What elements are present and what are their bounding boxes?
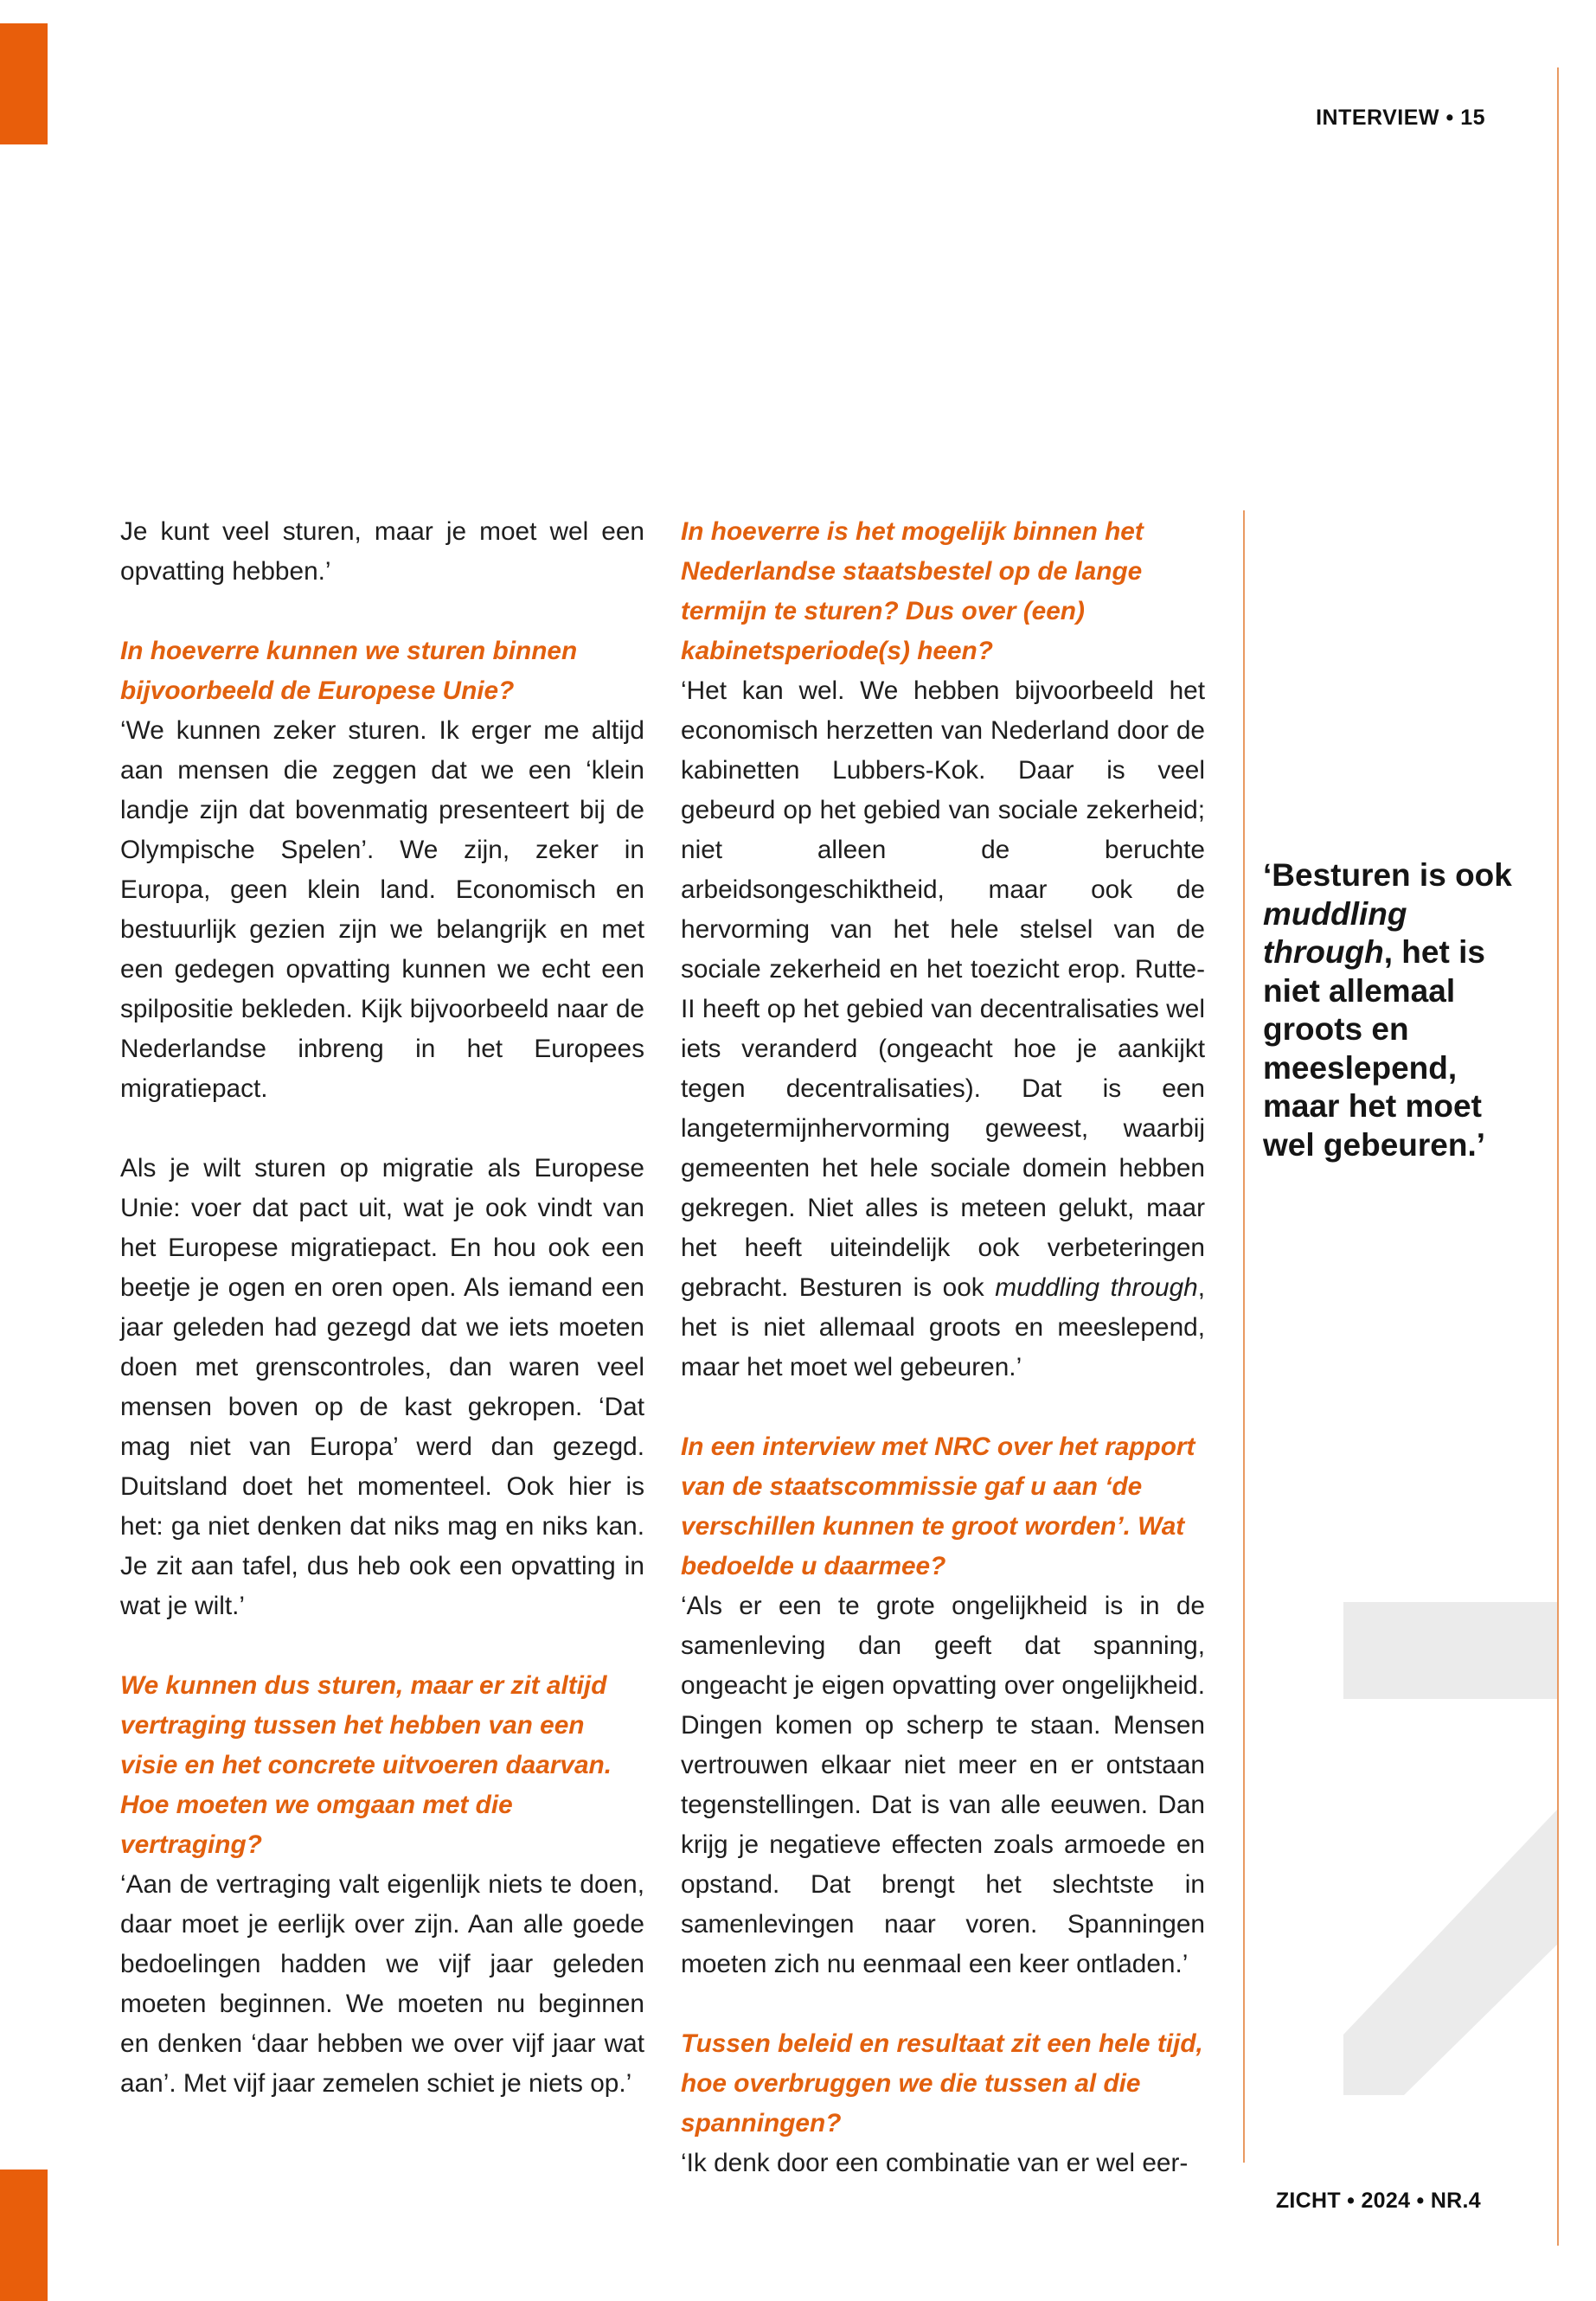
answer-text: ‘Het kan wel. We hebben bijvoorbeeld het economisch herzetten van Nederland door de kabinetten Lubbers-Kok. Daar is veel gebeurd op het gebied van sociale zekerheid; niet alleen de beruchte arbeidsongeschiktheid, maar ook de hervorming van het hele stelsel van de sociale zekerheid en het toezicht erop. Rutte-II heeft op het gebied van decentralisaties wel iets veranderd (ongeacht hoe je aankijkt tegen decentralisaties). Dat is een langetermijnhervorming geweest, waarbij gemeenten het hele sociale domein hebben gekregen. Niet alles is meteen gelukt, maar het heeft uiteindelijk ook verbeteringen gebracht. Besturen is ook [681,676,1205,1302]
interview-question: In een interview met NRC over het rapport van de staatscommissie gaf u aan ‘de verschillen kunnen te groot worden’. Wat bedoelde u daarmee? [681,1433,1195,1580]
decorative-z-shape-icon [1343,1602,1557,2095]
section-label: INTERVIEW [1316,106,1440,130]
accent-bar-bottom [0,2170,48,2301]
running-footer: ZICHT • 2024 • NR.4 [1275,2189,1481,2213]
header-separator: • [1445,106,1454,130]
interview-question: In hoeverre kunnen we sturen binnen bijvoorbeeld de Europese Unie? [120,637,578,705]
answer-paragraph: Als je wilt sturen op migratie als Europese Unie: voer dat pact uit, wat je ook vindt van het Europese migratiepact. En hou ook een beetje je ogen en oren open. Als iemand een jaar geleden had gezegd dat we iets moeten doen met grenscontroles, dan waren veel mensen boven op de kast gekropen. ‘Dat mag niet van Europa’ werd dan gezegd. Duitsland doet het momenteel. Ook hier is het: ga niet denken dat niks mag en niks kan. Je zit aan tafel, dus heb ook een opvatting in wat je wilt.’ [120,1154,644,1620]
answer-emphasis: muddling through [995,1273,1198,1302]
page-edge-rule [1557,67,1559,2246]
column-divider-rule [1243,510,1245,2163]
pull-quote-end: , het is niet allemaal groots en meeslepend, maar het moet wel gebeuren.’ [1263,934,1486,1163]
answer-paragraph: ‘Ik denk door een combinatie van er wel eer- [681,2149,1189,2177]
decorative-z-diagonal [1343,1810,1557,2095]
text-column-left [120,512,644,2104]
pull-quote-start: ‘Besturen is ook [1263,857,1512,893]
answer-paragraph: ‘We kunnen zeker sturen. Ik erger me altijd aan mensen die zeggen dat we een ‘klein landje zijn dat bovenmatig presenteert bij de Olympische Spelen’. We zijn, zeker in Europa, geen klein land. Economisch en bestuurlijk gezien zijn we belangrijk en met een gedegen opvatting kunnen we echt een spilpositie bekleden. Kijk bijvoorbeeld naar de Nederlandse inbreng in het Europees migratiepact. [120,716,644,1103]
page-number: 15 [1460,106,1485,130]
answer-paragraph [681,671,1205,1388]
accent-bar-top [0,23,48,144]
decorative-z-upper-bar [1343,1602,1557,1699]
text-column-right [681,512,1205,2183]
answer-paragraph: Je kunt veel sturen, maar je moet wel een opvatting hebben.’ [120,517,644,586]
answer-paragraph: ‘Als er een te grote ongelijkheid is in de samenleving dan geeft dat spanning, ongeacht je eigen opvatting over ongelijkheid. Dingen komen op scherp te staan. Mensen vertrouwen elkaar niet meer en er ontstaan tegenstellingen. Dat is van alle eeuwen. Dan krijg je negatieve effecten zoals armoede en opstand. Dat brengt het slechtste in samenlevingen naar voren. Spanningen moeten zich nu eenmaal een keer ontladen.’ [681,1592,1205,1978]
running-header [1316,106,1485,131]
answer-text-tail: , het is niet allemaal groots en meeslepend, maar het moet wel gebeuren.’ [681,1273,1205,1381]
interview-question: Tussen beleid en resultaat zit een hele tijd, hoe overbruggen we die tussen al die spanningen? [681,2029,1203,2138]
pull-quote [1263,856,1522,1164]
interview-question: In hoeverre is het mogelijk binnen het Nederlandse staatsbestel op de lange termijn te sturen? Dus over (een) kabinetsperiode(s) heen? [681,517,1144,665]
interview-question: We kunnen dus sturen, maar er zit altijd vertraging tussen het hebben van een visie en het concrete uitvoeren daarvan. Hoe moeten we omgaan met die vertraging? [120,1671,612,1859]
pull-quote-emphasis: muddling through [1263,895,1407,970]
answer-paragraph: ‘Aan de vertraging valt eigenlijk niets te doen, daar moet je eerlijk over zijn. Aan alle goede bedoelingen hadden we vijf jaar geleden moeten beginnen. We moeten nu beginnen en denken ‘daar hebben we over vijf jaar wat aan’. Met vijf jaar zemelen schiet je niets op.’ [120,1870,644,2098]
